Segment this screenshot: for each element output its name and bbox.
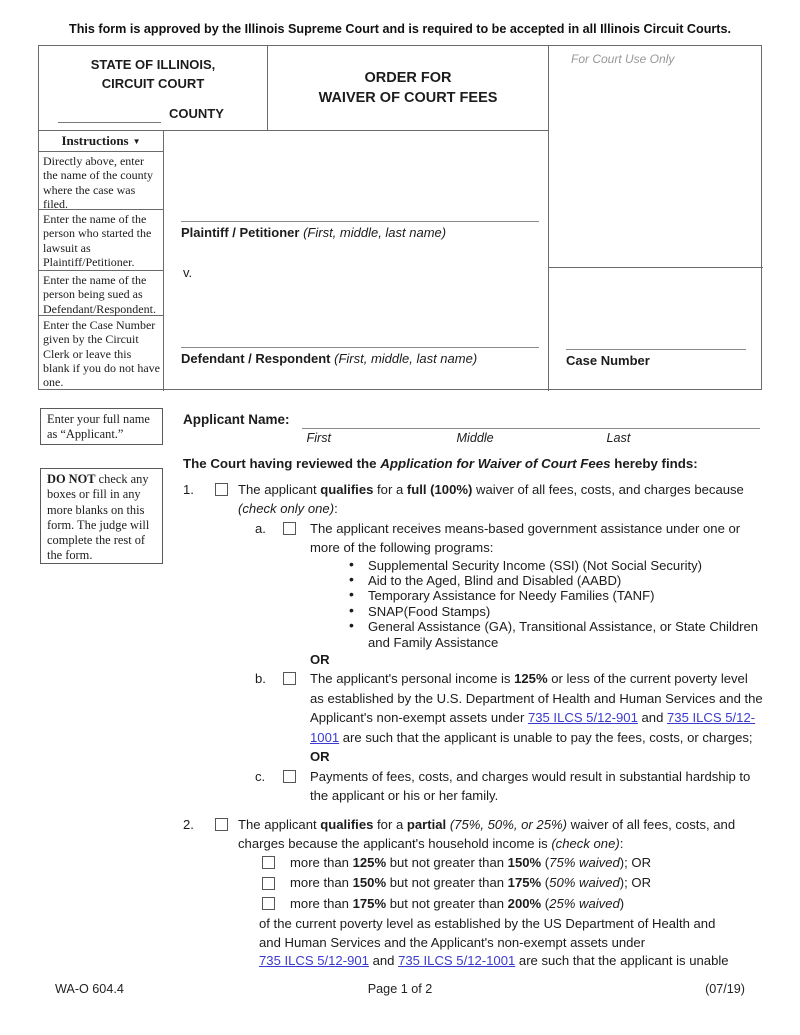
instruction-item: Enter the name of the person who started the lawsuit as Plaintiff/Petitioner.: [39, 210, 163, 271]
case-number-input-line[interactable]: [566, 349, 746, 350]
finding-1-number: 1.: [183, 481, 194, 497]
finding-2-tail-line: 735 ILCS 5/12-901 and 735 ILCS 5/12-1001 are such that the applicant is unable: [259, 952, 729, 968]
income-option-1-row: [262, 854, 763, 875]
form-title-line2: WAIVER OF COURT FEES: [318, 90, 498, 106]
finding-1a-row: [255, 519, 763, 558]
form-number: WA-O 604.4: [55, 982, 124, 996]
instruction-item: Enter the name of the person being sued as Defendant/Respondent.: [39, 271, 163, 316]
finding-1-checkbox[interactable]: [215, 483, 228, 496]
finding-1c-row: [255, 767, 763, 806]
or-separator: OR: [310, 651, 330, 667]
parties-cell: [164, 131, 549, 391]
court-use-only-cell: [549, 46, 763, 268]
income-option-2-row: [262, 874, 763, 895]
state-line: STATE OF ILLINOIS,: [90, 57, 216, 72]
finding-1b-checkbox[interactable]: [283, 672, 296, 685]
chevron-down-icon: ▼: [132, 137, 141, 146]
assistance-program-item: • General Assistance (GA), Transitional Assistance, or State Children and Family Assistance: [345, 619, 763, 650]
form-body: [183, 412, 763, 970]
finding-1b-text: The applicant's personal income is 125% or less of the current poverty level as established by the U.S. Department of Health and Human Services and the Applicant's non-exempt assets under 735 ILCS 5/12-901 and 735 ILCS 5/12-1001 are such that the applicant is unable to pay the fees, costs, or charges;: [310, 671, 763, 745]
income-option-3-text: more than 175% but not greater than 200% (25% waived): [290, 895, 625, 911]
instruction-item: Directly above, enter the name of the county where the case was filed.: [39, 152, 163, 210]
income-option-1-text: more than 125% but not greater than 150% (75% waived); OR: [290, 854, 652, 870]
county-input-line[interactable]: [58, 109, 161, 123]
finding-1a-checkbox[interactable]: [283, 522, 296, 535]
instructions-toggle[interactable]: Instructions ▼: [39, 131, 163, 152]
finding-1b-row: [255, 669, 763, 747]
defendant-label: Defendant / Respondent (First, middle, last name): [181, 351, 478, 366]
finding-1-row: [183, 480, 763, 519]
assistance-program-item: • Temporary Assistance for Needy Families (TANF): [345, 588, 763, 603]
court-use-only-label: For Court Use Only: [571, 52, 675, 66]
county-row: [58, 104, 224, 123]
income-option-3-checkbox[interactable]: [262, 897, 275, 910]
finding-1c-letter: c.: [255, 768, 266, 784]
statute-link[interactable]: 735 ILCS 5/12-1001: [310, 710, 756, 745]
assistance-program-item: • Aid to the Aged, Blind and Disabled (AABD): [345, 573, 763, 588]
finding-2-tail-line: and Human Services and the Applicant's non-exempt assets under: [259, 934, 646, 950]
income-option-3-row: [262, 895, 763, 916]
instructions-column: [39, 131, 164, 391]
assistance-programs-list: [345, 558, 763, 650]
caption-table: [38, 45, 762, 390]
finding-1b-letter: b.: [255, 671, 266, 687]
plaintiff-input-line[interactable]: [181, 221, 539, 222]
finding-1a-letter: a.: [255, 520, 266, 536]
case-number-cell: [549, 268, 763, 391]
defendant-input-line[interactable]: [181, 347, 539, 348]
finding-2-checkbox[interactable]: [215, 818, 228, 831]
finding-1c-text: Payments of fees, costs, and charges would result in substantial hardship to the applicant or his or her family.: [310, 768, 751, 804]
applicant-name-input-line[interactable]: [302, 428, 760, 429]
finding-2-number: 2.: [183, 816, 194, 832]
finding-2-tail-line: of the current poverty level as established by the US Department of Health and: [259, 916, 716, 932]
revision-date: (07/19): [705, 982, 745, 996]
case-number-label: Case Number: [566, 353, 650, 368]
finding-1-subtext: (check only one):: [238, 501, 338, 516]
first-name-hint: First: [306, 431, 332, 445]
assistance-program-item: • Supplemental Security Income (SSI) (Not Social Security): [345, 558, 763, 573]
statute-link[interactable]: 735 ILCS 5/12-901: [259, 952, 369, 968]
court-info-cell: [39, 46, 268, 131]
circuit-court-line: CIRCUIT COURT: [101, 76, 205, 91]
approval-banner: This form is approved by the Illinois Supreme Court and is required to be accepted in all Illinois Circuit Courts.: [69, 22, 731, 36]
income-option-2-text: more than 150% but not greater than 175% (50% waived); OR: [290, 875, 652, 891]
plaintiff-label: Plaintiff / Petitioner (First, middle, last name): [181, 225, 447, 240]
form-title: [268, 46, 549, 131]
do-not-note-box: DO NOT check any boxes or fill in any more blanks on this form. The judge will complete the rest of the form.: [40, 468, 163, 564]
income-option-2-checkbox[interactable]: [262, 877, 275, 890]
page-number: Page 1 of 2: [367, 982, 433, 996]
last-name-hint: Last: [606, 431, 631, 445]
finding-2-row: [183, 815, 763, 854]
finding-1a-text: The applicant receives means-based government assistance under one or more of the following programs:: [310, 520, 741, 555]
income-option-1-checkbox[interactable]: [262, 856, 275, 869]
statute-link[interactable]: 735 ILCS 5/12-1001: [398, 952, 516, 968]
versus-label: v.: [183, 265, 193, 280]
applicant-note-box: Enter your full name as “Applicant.”: [40, 408, 163, 445]
middle-name-hint: Middle: [456, 431, 494, 445]
applicant-name-row: [183, 412, 763, 450]
applicant-name-label: Applicant Name:: [183, 412, 290, 427]
finding-2-text: The applicant qualifies for a partial (75%, 50%, or 25%) waiver of all fees, costs, and charges because the applicant's household income is (check one):: [238, 816, 736, 852]
or-separator: OR: [310, 749, 330, 765]
county-label: COUNTY: [169, 106, 224, 121]
finding-1-text: The applicant qualifies for a full (100%) waiver of all fees, costs, and charges because: [238, 481, 744, 497]
instruction-item: Enter the Case Number given by the Circuit Clerk or leave this blank if you do not have one.: [43, 318, 160, 390]
assistance-program-item: • SNAP(Food Stamps): [345, 604, 763, 619]
finding-1c-checkbox[interactable]: [283, 770, 296, 783]
findings-intro: The Court having reviewed the Application for Waiver of Court Fees hereby finds:: [183, 456, 698, 471]
statute-link[interactable]: 735 ILCS 5/12-901: [527, 710, 638, 726]
form-title-line1: ORDER FOR: [364, 70, 452, 86]
